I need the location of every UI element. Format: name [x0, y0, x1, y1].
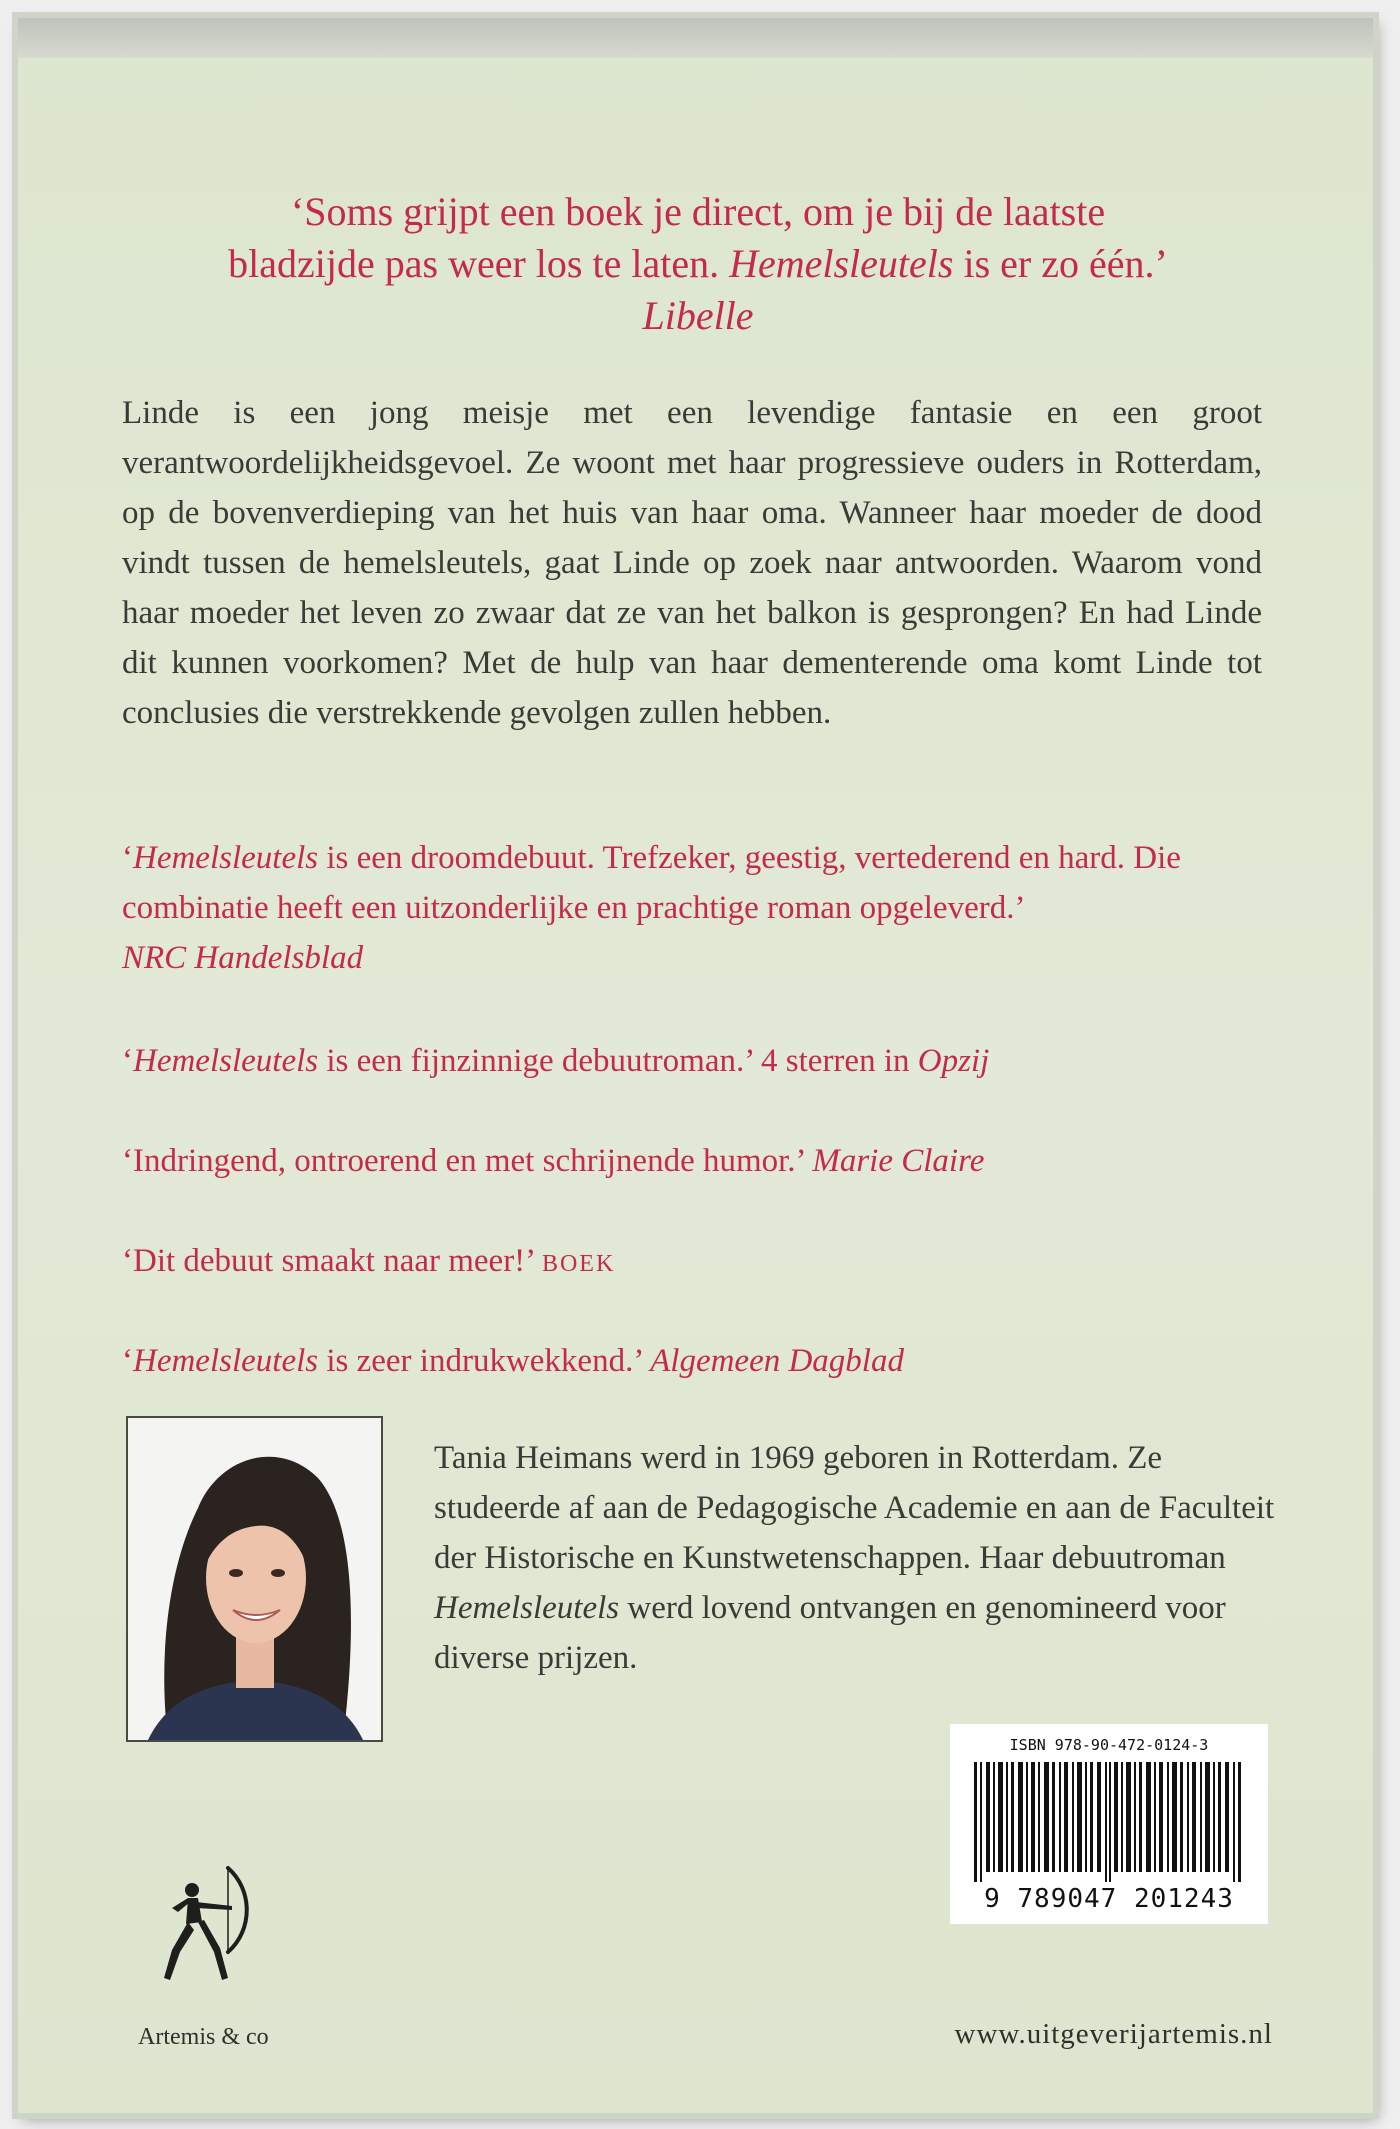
review-text: is een fijnzinnige debuutroman.’ 4 sterren in [318, 1043, 918, 1079]
review-opzij: ‘Hemelsleutels is een fijnzinnige debuutroman.’ 4 sterren in Opzij [122, 1043, 990, 1079]
publisher-name: Artemis & co [138, 2024, 269, 2050]
review-source: Algemeen Dagblad [650, 1343, 904, 1379]
review-text: ‘Indringend, ontroerend en met schrijnende humor.’ [122, 1143, 813, 1179]
review-title: Hemelsleutels [133, 840, 319, 876]
isbn-barcode [950, 1724, 1268, 1924]
cover-top-edge [18, 18, 1373, 58]
book-back-cover [18, 18, 1373, 2113]
review-title: Hemelsleutels [133, 1043, 319, 1079]
headline-quote-line2-end: is er zo één.’ [953, 241, 1168, 286]
review-text: is zeer indrukwekkend.’ [318, 1343, 651, 1379]
review-text: ‘Dit debuut smaakt naar meer!’ [122, 1243, 542, 1279]
isbn-number: ISBN 978-90-472-0124-3 [1009, 1736, 1209, 1754]
headline-quote [158, 186, 1238, 342]
headline-quote-line2: bladzijde pas weer los te laten. [228, 241, 730, 286]
author-portrait-illustration [128, 1418, 381, 1740]
author-bio-text-end: werd lovend ontvangen en genomineerd voor diverse prijzen. [434, 1590, 1226, 1676]
author-bio-text: Tania Heimans werd in 1969 geboren in Rotterdam. Ze studeerde af aan de Pedagogische Academie en aan de Faculteit der Historische en Kunstwetenschappen. Haar debuutroman [434, 1440, 1275, 1576]
publisher-website[interactable]: www.uitgeverijartemis.nl [954, 2018, 1273, 2050]
book-blurb: Linde is een jong meisje met een levendige fantasie en een groot verantwoordelijkheidsgevoel. Ze woont met haar progressieve ouders in Rotterdam, op de bovenverdieping van het huis van haar oma. Wanneer haar moeder de dood vindt tussen de hemelsleutels, gaat Linde op zoek naar antwoorden. Waarom vond haar moeder het leven zo zwaar dat ze van het balkon is gesprongen? En had Linde dit kunnen voorkomen? Met de hulp van haar dementerende oma komt Linde tot conclusies die verstrekkende gevolgen zullen hebben. [122, 395, 1262, 731]
review-boek [122, 1236, 1282, 1289]
author-bio-title: Hemelsleutels [434, 1590, 620, 1626]
headline-quote-source: Libelle [642, 293, 754, 338]
ean-number: 9 789047 201243 [984, 1884, 1234, 1914]
archer-logo-icon [158, 1860, 258, 1990]
review-text: is een droomdebuut. Trefzeker, geestig, vertederend en hard. Die combinatie heeft een uitzonderlijke en prachtige roman opgeleverd.’ [122, 840, 1181, 926]
barcode-bars [974, 1762, 1244, 1882]
author-photo [126, 1416, 383, 1742]
author-bio [434, 1433, 1279, 1683]
headline-quote-title: Hemelsleutels [729, 241, 954, 286]
review-ad: ‘Hemelsleutels is zeer indrukwekkend.’ Algemeen Dagblad [122, 1343, 904, 1379]
headline-quote-line1: ‘Soms grijpt een boek je direct, om je bij de laatste [290, 189, 1106, 234]
review-nrc: ‘Hemelsleutels is een droomdebuut. Trefzeker, geestig, vertederend en hard. Die combinatie heeft een uitzonderlijke en prachtige roman opgeleverd.’ NRC Handelsblad [122, 840, 1181, 976]
review-source: NRC Handelsblad [122, 940, 364, 976]
review-source: BOEK [541, 1251, 616, 1277]
review-source: Opzij [917, 1043, 990, 1079]
review-marie-claire [122, 1136, 1282, 1186]
review-title: Hemelsleutels [133, 1343, 319, 1379]
review-source: Marie Claire [812, 1143, 985, 1179]
